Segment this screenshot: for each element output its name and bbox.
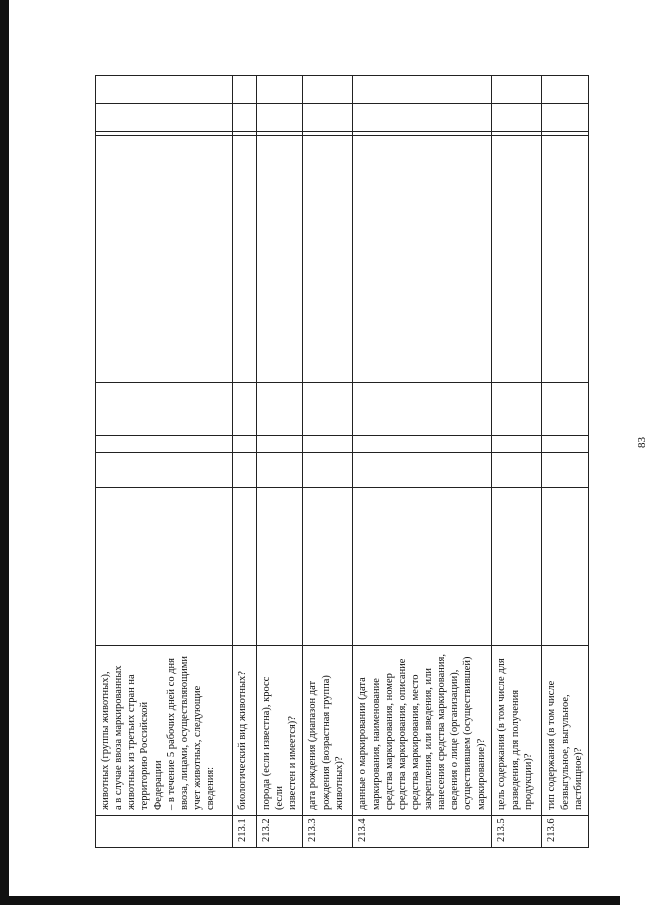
table-cell [492,453,542,488]
table-cell [542,132,588,136]
table-cell [233,76,257,104]
table-cell [492,436,542,453]
table-row [492,76,542,848]
table-row [542,76,588,848]
scan-edge-left [0,0,9,905]
table-cell [257,453,303,488]
table-cell [257,383,303,436]
table-cell [303,453,353,488]
table-cell [353,436,492,453]
table-cell [353,453,492,488]
table-cell [353,488,492,646]
table-cell [257,436,303,453]
question-text: данные о маркировании (дата маркирования, наименование средства маркирования, номер средства маркирования, описание средства маркирования, место закрепления, или введения, или нанесения средства маркирования, сведения о лице (организации), осуществившем (осуществившей) маркирование)? [353,646,492,816]
table-cell [492,383,542,436]
table-cell [542,383,588,436]
table-row [233,76,257,848]
table-cell [96,132,233,136]
table-cell [96,104,233,132]
table-cell [96,453,233,488]
item-number: 213.1 [233,816,257,848]
question-text: порода (если известна), кросс (если известен и имеется)? [257,646,303,816]
table-cell [233,136,257,383]
table-row [303,76,353,848]
table-cell [303,132,353,136]
question-text: тип содержания (в том числе безвыгульное, выгульное, пастбищное)? [542,646,588,816]
table-cell [233,488,257,646]
table-cell [303,488,353,646]
table-cell [542,436,588,453]
table-cell [233,436,257,453]
item-number: 213.5 [492,816,542,848]
question-text: животных (группы животных), а в случае ввоза маркированных животных из третьих стран на территорию Российской Федерации – в течение 5 рабочих дней со дня ввоза, лицами, осуществляющими учет животных, следующие сведения: [96,646,233,816]
table-cell [353,104,492,132]
table-cell [492,104,542,132]
table-cell [257,136,303,383]
table-cell [96,383,233,436]
table-cell [353,136,492,383]
checklist-table [95,75,589,848]
scan-edge-bottom [0,896,620,905]
table-cell [257,488,303,646]
table-cell [303,76,353,104]
table-cell [492,488,542,646]
table-cell [303,104,353,132]
table-cell [303,136,353,383]
table-cell [96,488,233,646]
table-cell [96,436,233,453]
table-cell [492,136,542,383]
table-cell [257,104,303,132]
table-cell [542,488,588,646]
table-cell [233,104,257,132]
table-cell [492,76,542,104]
table-cell [257,76,303,104]
item-number: 213.4 [353,816,492,848]
item-number [96,816,233,848]
table-cell [233,453,257,488]
item-number: 213.3 [303,816,353,848]
table-row [257,76,303,848]
table-cell [303,383,353,436]
table-cell [96,76,233,104]
table-cell [542,104,588,132]
table-cell [233,132,257,136]
table-cell [233,383,257,436]
table-cell [353,76,492,104]
table-cell [353,132,492,136]
table-cell [257,132,303,136]
table-row [353,76,492,848]
table-cell [492,132,542,136]
table-cell [542,136,588,383]
table-row [96,76,233,848]
table-cell [542,76,588,104]
table-cell [353,383,492,436]
table-cell [96,136,233,383]
page-number: 83 [636,437,648,448]
table-cell [303,436,353,453]
question-text: дата рождения (диапазон дат рождения (возрастная группа) животных)? [303,646,353,816]
question-text: цель содержания (в том числе для разведения, для получения продукции)? [492,646,542,816]
checklist-sheet [95,76,584,848]
item-number: 213.6 [542,816,588,848]
item-number: 213.2 [257,816,303,848]
question-text: биологический вид животных? [233,646,257,816]
table-cell [542,453,588,488]
